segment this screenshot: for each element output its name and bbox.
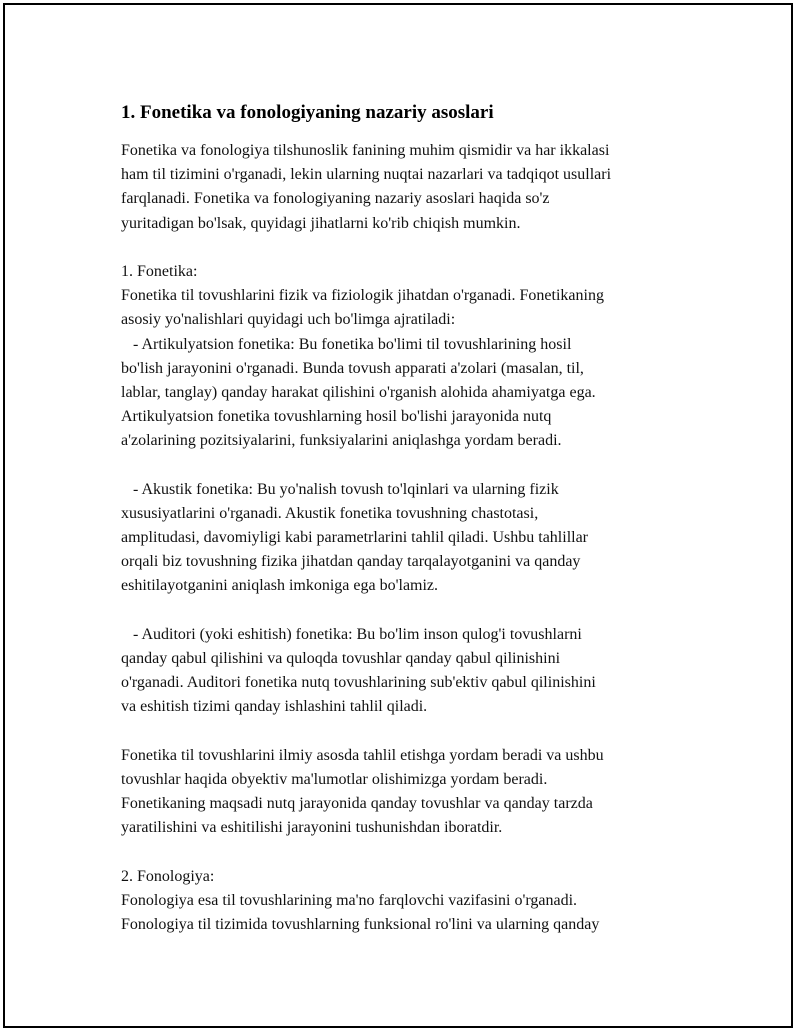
paragraph-gap [121, 720, 721, 744]
document-content [121, 101, 721, 937]
paragraph-gap [121, 599, 721, 623]
text-line: farqlanadi. Fonetika va fonologiyaning nazariy asoslari haqida so'z [121, 190, 550, 208]
document-body [121, 139, 721, 937]
text-line: tovushlar haqida obyektiv ma'lumotlar olishimizga yordam beradi. [121, 770, 548, 788]
text-line: lablar, tanglay) qanday harakat qilishini o'rganish alohida ahamiyatga ega. [121, 383, 596, 401]
text-line: qanday qabul qilishini va quloqda tovushlar qanday qabul qilinishini [121, 649, 561, 667]
text-line: amplitudasi, davomiyligi kabi parametrlarini tahlil qiladi. Ushbu tahlillar [121, 529, 589, 546]
text-line: va eshitish tizimi qanday ishlashini tahlil qiladi. [121, 698, 428, 716]
text-line: yaratilishini va eshitilishi jarayonini tushunishdan iboratdir. [121, 819, 503, 837]
text-line: - Auditori (yoki eshitish) fonetika: Bu bo'lim inson qulog'i tovushlarni [121, 625, 582, 643]
text-line: 2. Fonologiya: [121, 867, 215, 885]
text-line: xususiyatlarini o'rganadi. Akustik fonetika tovushning chastotasi, [121, 504, 539, 522]
text-line: Fonologiya esa til tovushlarining ma'no farqlovchi vazifasini o'rganadi. [121, 891, 578, 909]
text-line: asosiy yo'nalishlari quyidagi uch bo'limga ajratiladi: [121, 311, 456, 329]
text-line: - Akustik fonetika: Bu yo'nalish tovush to'lqinlari va ularning fizik [121, 480, 559, 498]
text-line: Artikulyatsion fonetika tovushlarning hosil bo'lishi jarayonida nutq [121, 408, 552, 426]
text-line: eshitilayotganini aniqlash imkoniga ega bo'lamiz. [121, 577, 439, 595]
text-line: 1. Fonetika: [121, 262, 198, 280]
document-page [3, 3, 793, 1028]
paragraph-gap [121, 236, 721, 260]
text-line: bo'lish jarayonini o'rganadi. Bunda tovush apparati a'zolari (masalan, til, [121, 359, 584, 377]
text-line: - Artikulyatsion fonetika: Bu fonetika bo'limi til tovushlarining hosil [121, 335, 572, 353]
text-line: a'zolarining pozitsiyalarini, funksiyalarini aniqlashga yordam beradi. [121, 432, 562, 450]
text-line: Fonologiya til tizimida tovushlarning funksional ro'lini va ularning qanday [121, 916, 600, 933]
text-line: orqali biz tovushning fizika jihatdan qanday tarqalayotganini va qanday [121, 553, 581, 571]
text-line: Fonetika va fonologiya tilshunoslik fanining muhim qismidir va har ikkalasi [121, 142, 610, 159]
text-line: Fonetika til tovushlarini fizik va fiziologik jihatdan o'rganadi. Fonetikaning [121, 287, 604, 305]
paragraph-gap [121, 453, 721, 477]
text-line: ham til tizimini o'rganadi, lekin ularning nuqtai nazarlari va tadqiqot usullari [121, 166, 612, 184]
text-line: Fonetika til tovushlarini ilmiy asosda tahlil etishga yordam beradi va ushbu [121, 746, 604, 764]
text-line: o'rganadi. Auditori fonetika nutq tovushlarining sub'ektiv qabul qilinishini [121, 674, 596, 692]
document-title: 1. Fonetika va fonologiyaning nazariy asoslari [121, 102, 494, 123]
text-line: Fonetikaning maqsadi nutq jarayonida qanday tovushlar va qanday tarzda [121, 795, 593, 813]
text-line: yuritadigan bo'lsak, quyidagi jihatlarni ko'rib chiqish mumkin. [121, 214, 521, 232]
paragraph-gap [121, 840, 721, 864]
